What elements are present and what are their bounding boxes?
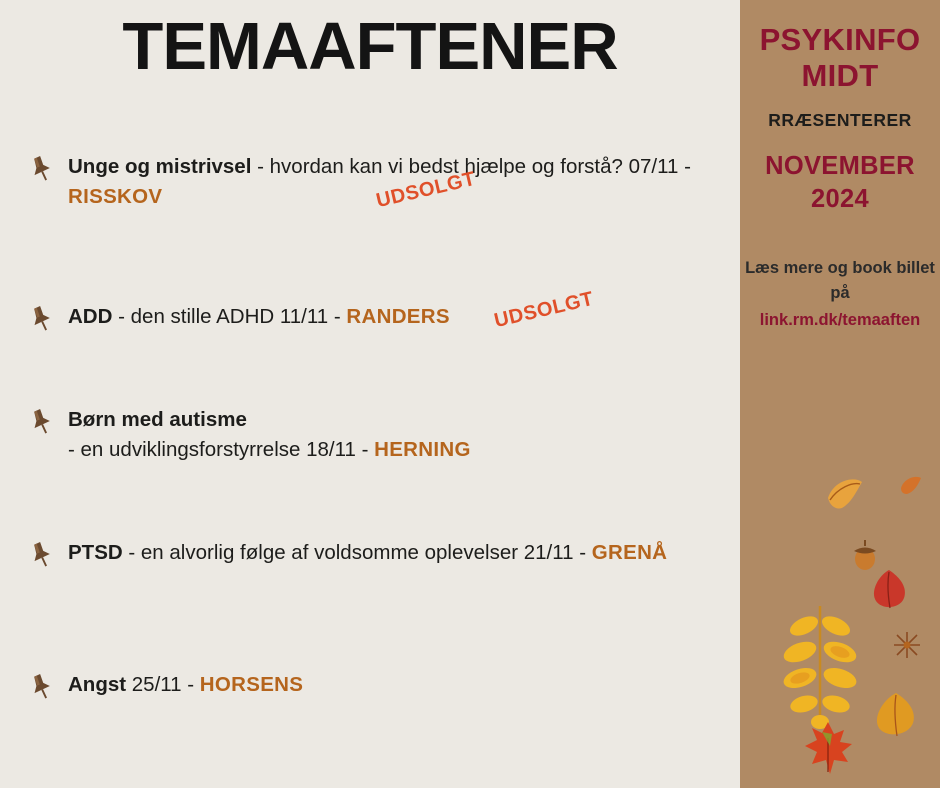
- event-text: [68, 538, 667, 568]
- month-label: NOVEMBER: [765, 152, 915, 180]
- booking-info: [740, 256, 940, 333]
- brand-line-1: PSYKINFO: [759, 22, 921, 57]
- event-place: GRENÅ: [591, 541, 668, 564]
- leaf-icon: [822, 470, 868, 516]
- year-label: 2024: [811, 185, 869, 213]
- event-description: 25/11 -: [126, 673, 200, 696]
- leaf-icon: [868, 568, 910, 612]
- event-description: - den stille ADHD 11/11 -: [112, 305, 347, 328]
- compound-leaf-icon: [776, 600, 862, 730]
- maple-leaf-icon: [800, 718, 856, 778]
- event-text: [68, 405, 471, 465]
- brand-line-2: MIDT: [801, 58, 879, 93]
- leaf-icon: [898, 472, 924, 498]
- brand-name: [740, 22, 940, 94]
- event-text: [68, 287, 596, 333]
- booking-text: Læs mere og book billet på: [745, 259, 935, 302]
- pushpin-icon: [26, 154, 56, 184]
- pushpin-icon: [26, 672, 56, 702]
- leaf-icon: [872, 690, 920, 742]
- acorn-icon: [850, 538, 880, 572]
- poster-sidebar: [740, 0, 940, 788]
- list-item[interactable]: [0, 287, 596, 333]
- list-item[interactable]: [0, 670, 303, 700]
- event-title: ADD: [68, 305, 113, 328]
- event-description: - en alvorlig følge af voldsomme oplevelser 21/11 -: [122, 541, 592, 564]
- list-item[interactable]: [0, 405, 471, 465]
- seed-pod-icon: [892, 630, 922, 660]
- pushpin-icon: [26, 540, 56, 570]
- presents-label: RRÆSENTERER: [768, 110, 912, 130]
- event-text: [68, 670, 303, 700]
- event-description: - en udviklingsforstyrrelse 18/11 -: [68, 438, 375, 461]
- event-place: RISSKOV: [68, 185, 163, 208]
- page-title: TEMAAFTENER: [122, 9, 618, 84]
- event-place: HERNING: [374, 438, 471, 461]
- event-title: PTSD: [68, 541, 123, 564]
- status-badge: UDSOLGT: [374, 167, 478, 213]
- event-description: - hvordan kan vi bedst hjælpe og forstå? 07/11 -: [251, 155, 691, 178]
- event-place: HORSENS: [199, 673, 304, 696]
- event-place: RANDERS: [346, 305, 450, 328]
- event-title: Angst: [68, 673, 127, 696]
- booking-link[interactable]: link.rm.dk/temaaften: [759, 311, 921, 329]
- event-title: Børn med autisme: [68, 408, 247, 431]
- status-badge: UDSOLGT: [492, 287, 596, 333]
- pushpin-icon: [26, 407, 56, 437]
- list-item[interactable]: [0, 152, 740, 212]
- pushpin-icon: [26, 304, 56, 334]
- date-block: [740, 150, 940, 216]
- list-item[interactable]: [0, 538, 667, 568]
- event-title: Unge og mistrivsel: [68, 155, 252, 178]
- event-text: [68, 152, 740, 212]
